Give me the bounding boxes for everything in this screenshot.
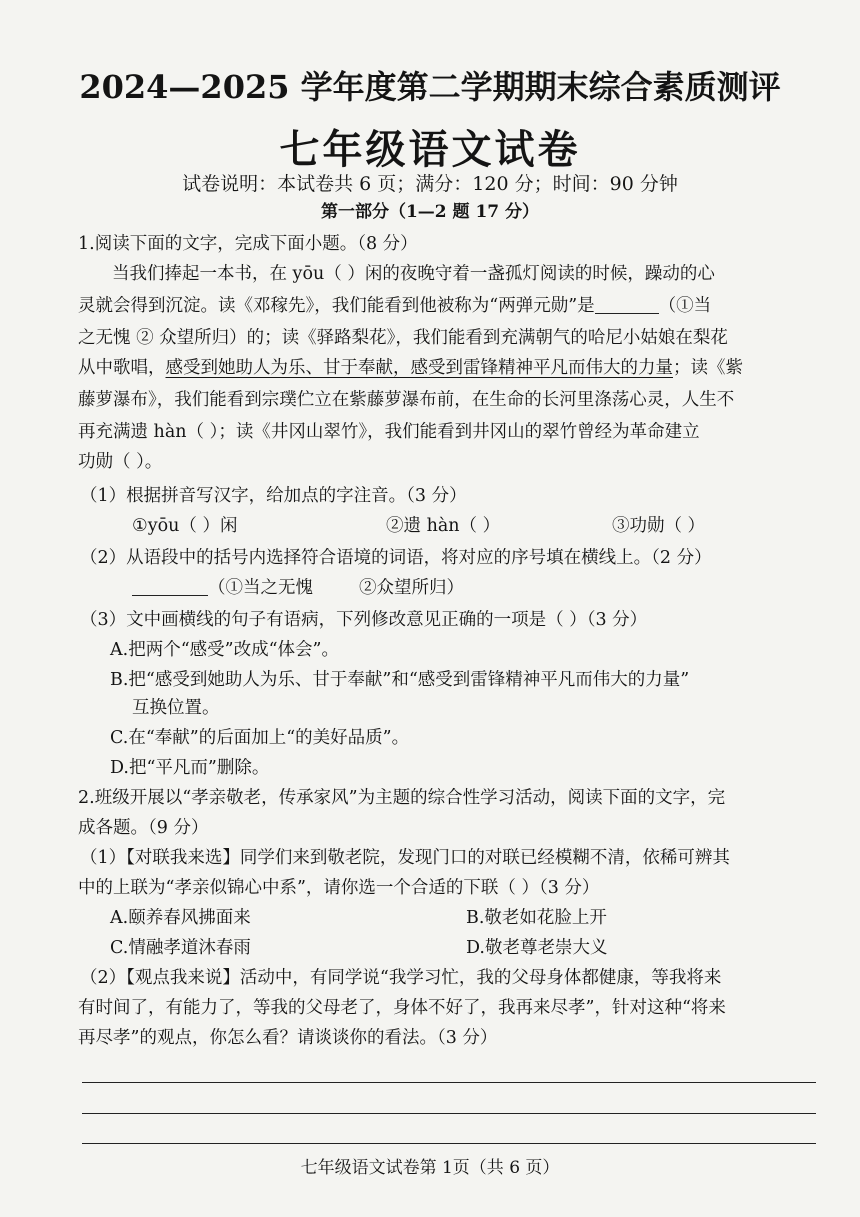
q2-sub1-cont: 中的上联为“孝亲似锦心中系”，请你选一个合适的下联（ ）（3 分） — [78, 878, 600, 898]
option-d: D.把“平凡而”删除。 — [110, 758, 270, 778]
page-footer: 七年级语文试卷第 1页（共 6 页） — [300, 1158, 560, 1178]
option-c: C.情融孝道沐春雨 — [110, 938, 251, 958]
q2-sub2: （2）【观点我来说】活动中，有同学说“我学习忙，我的父母身体都健康，等我将来 — [80, 968, 722, 988]
option-b-cont: 互换位置。 — [132, 698, 220, 718]
q1-passage-line: 灵就会得到沉淀。读《邓稼先》，我们能看到他被称为“两弹元勋”是 （①当 — [78, 296, 712, 316]
q2-sub2-cont: 再尽孝”的观点，你怎么看？请谈谈你的看法。（3 分） — [78, 1028, 498, 1048]
exam-title: 2024—2025 学年度第二学期期末综合素质测评 — [79, 68, 781, 106]
option-a: A.把两个“感受”改成“体会”。 — [110, 640, 339, 660]
q1-passage-line: 再充满遗 hàn（ ）；读《井冈山翠竹》，我们能看到井冈山的翠竹曾经为革命建立 — [78, 422, 700, 442]
option-b: B.把“感受到她助人为乐、甘于奉献”和“感受到雷锋精神平凡而伟大的力量” — [110, 670, 690, 690]
q1-sub1-item: ①yōu（ ）闲 — [132, 516, 238, 536]
q1-sub1-item: ②遗 hàn（ ） — [386, 516, 501, 536]
q2-sub2-cont: 有时间了，有能力了，等我的父母老了，身体不好了，我再来尽孝”，针对这种“将来 — [78, 998, 726, 1018]
q1-passage-line: 当我们捧起一本书，在 yōu（ ）闲的夜晚守着一盏孤灯阅读的时候，躁动的心 — [112, 264, 715, 284]
q1-passage-line: 从中歌唱，感受到她助人为乐、甘于奉献，感受到雷锋精神平凡而伟大的力量；读《紫 — [78, 358, 743, 378]
option-a: A.颐养春风拂面来 — [110, 908, 251, 928]
answer-blank[interactable] — [595, 313, 659, 314]
q2-intro: 2.班级开展以“孝亲敬老，传承家风”为主题的综合性学习活动，阅读下面的文字，完 — [78, 788, 726, 808]
option-b: B.敬老如花脸上开 — [466, 908, 607, 928]
q1-sub1-item: ③功勋（ ） — [612, 516, 706, 536]
answer-line[interactable] — [82, 1082, 816, 1083]
answer-line[interactable] — [82, 1143, 816, 1144]
option-c: C.在“奉献”的后面加上“的美好品质”。 — [110, 728, 410, 748]
q1-sub1: （1）根据拼音写汉字，给加点的字注音。（3 分） — [80, 486, 467, 506]
answer-blank[interactable] — [132, 595, 208, 596]
q1-passage-line: 藤萝瀑布》，我们能看到宗璞伫立在紫藤萝瀑布前，在生命的长河里涤荡心灵，人生不 — [78, 390, 735, 410]
q1-sub2-choices: （①当之无愧 ②众望所归） — [132, 576, 464, 600]
q1-passage-line: 功勋（ ）。 — [78, 452, 163, 472]
q2-intro-cont: 成各题。（9 分） — [78, 818, 209, 838]
q1-sub3: （3）文中画横线的句子有语病，下列修改意见正确的一项是（ ）（3 分） — [80, 610, 648, 630]
q1-sub2: （2）从语段中的括号内选择符合语境的词语，将对应的序号填在横线上。（2 分） — [80, 548, 712, 568]
q2-sub1: （1）【对联我来选】同学们来到敬老院，发现门口的对联已经模糊不清，依稀可辨其 — [80, 848, 730, 868]
q1-intro: 1.阅读下面的文字，完成下面小题。（8 分） — [78, 234, 418, 254]
part-heading: 第一部分（1—2 题 17 分） — [320, 202, 540, 222]
answer-line[interactable] — [82, 1113, 816, 1114]
exam-subtitle: 七年级语文试卷 — [279, 126, 581, 173]
q1-passage-line: 之无愧 ② 众望所归）的；读《驿路梨花》，我们能看到充满朝气的哈尼小姑娘在梨花 — [78, 328, 728, 348]
exam-info: 试卷说明：本试卷共 6 页；满分：120 分；时间：90 分钟 — [182, 173, 678, 195]
option-d: D.敬老尊老崇大义 — [466, 938, 608, 958]
underlined-sentence: 感受到她助人为乐、甘于奉献，感受到雷锋精神平凡而伟大的力量 — [165, 358, 673, 378]
